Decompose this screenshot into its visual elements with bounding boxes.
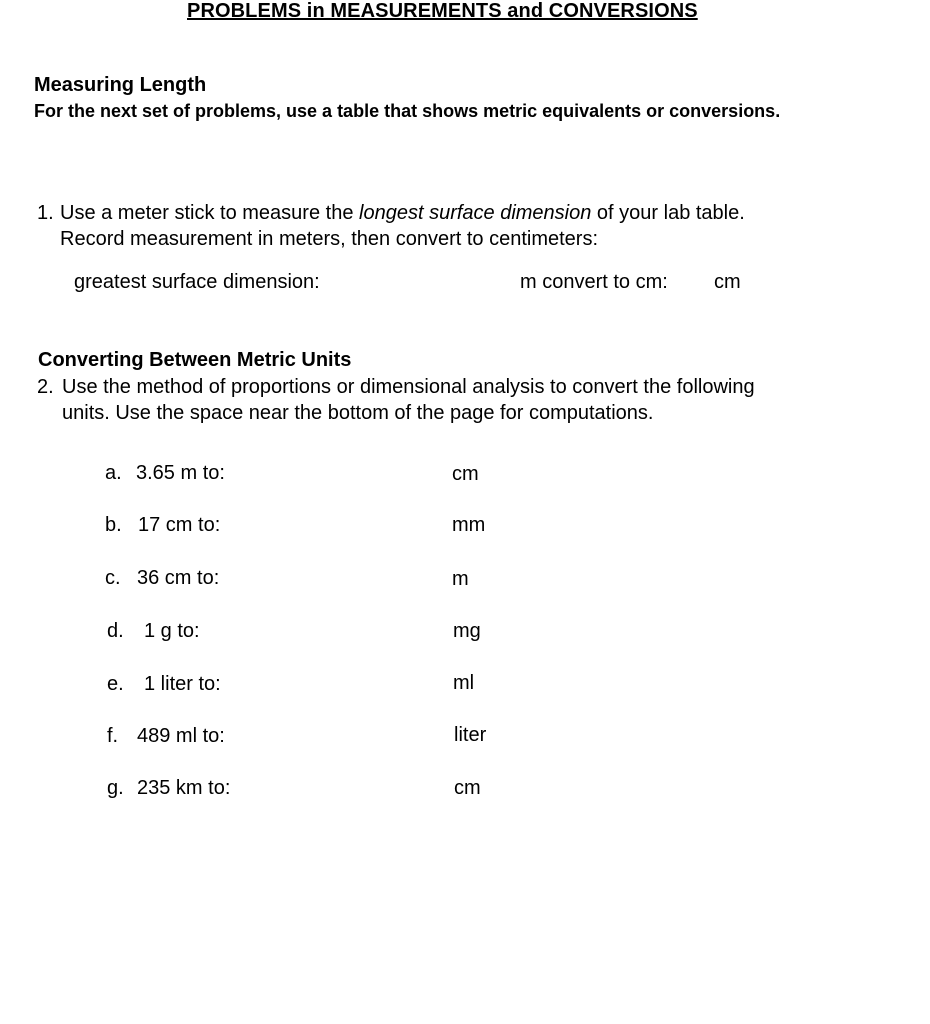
item-unit: liter bbox=[454, 724, 487, 746]
problem-1 bbox=[37, 200, 797, 252]
problem-1-text bbox=[37, 200, 797, 252]
item-letter: e. bbox=[107, 673, 124, 695]
page-title: PROBLEMS in MEASUREMENTS and CONVERSIONS bbox=[187, 0, 698, 22]
item-letter: g. bbox=[107, 777, 124, 799]
section-heading-converting: Converting Between Metric Units bbox=[38, 349, 352, 371]
item-letter: a. bbox=[105, 462, 122, 484]
item-unit: cm bbox=[454, 777, 481, 799]
problem-1-text-start: Use a meter stick to measure the bbox=[60, 202, 360, 224]
item-value: 1 g to: bbox=[144, 620, 200, 642]
problem-number: 1. bbox=[37, 202, 54, 224]
section-heading-measuring-length: Measuring Length bbox=[34, 74, 207, 96]
greatest-dimension-label: greatest surface dimension: bbox=[74, 271, 320, 293]
item-unit: cm bbox=[452, 463, 479, 485]
problem-2 bbox=[37, 374, 797, 426]
problem-number: 2. bbox=[37, 376, 54, 398]
item-value: 3.65 m to: bbox=[136, 462, 225, 484]
item-value: 489 ml to: bbox=[137, 725, 225, 747]
item-value: 235 km to: bbox=[137, 777, 231, 799]
item-letter: f. bbox=[107, 725, 119, 747]
problem-1-text-end: of your lab table. Record measurement in meters, then convert to centimeters: bbox=[60, 202, 745, 250]
item-unit: m bbox=[452, 568, 469, 590]
convert-to-cm-label: m convert to cm: bbox=[520, 271, 668, 293]
item-unit: mg bbox=[453, 620, 481, 642]
item-value: 36 cm to: bbox=[137, 567, 220, 589]
item-letter: b. bbox=[105, 514, 122, 536]
item-unit: ml bbox=[453, 672, 475, 694]
section-instructions: For the next set of problems, use a table that shows metric equivalents or conversions. bbox=[34, 101, 781, 121]
problem-1-text-emphasis: longest surface dimension bbox=[359, 202, 592, 224]
item-letter: c. bbox=[105, 567, 121, 589]
item-value: 1 liter to: bbox=[144, 673, 221, 695]
item-letter: d. bbox=[107, 620, 124, 642]
unit-cm-label: cm bbox=[714, 271, 741, 293]
item-unit: mm bbox=[452, 514, 486, 536]
problem-2-text: Use the method of proportions or dimensional analysis to convert the following units. Use the space near the bottom of the page for computations. bbox=[62, 376, 755, 424]
item-value: 17 cm to: bbox=[138, 514, 221, 536]
